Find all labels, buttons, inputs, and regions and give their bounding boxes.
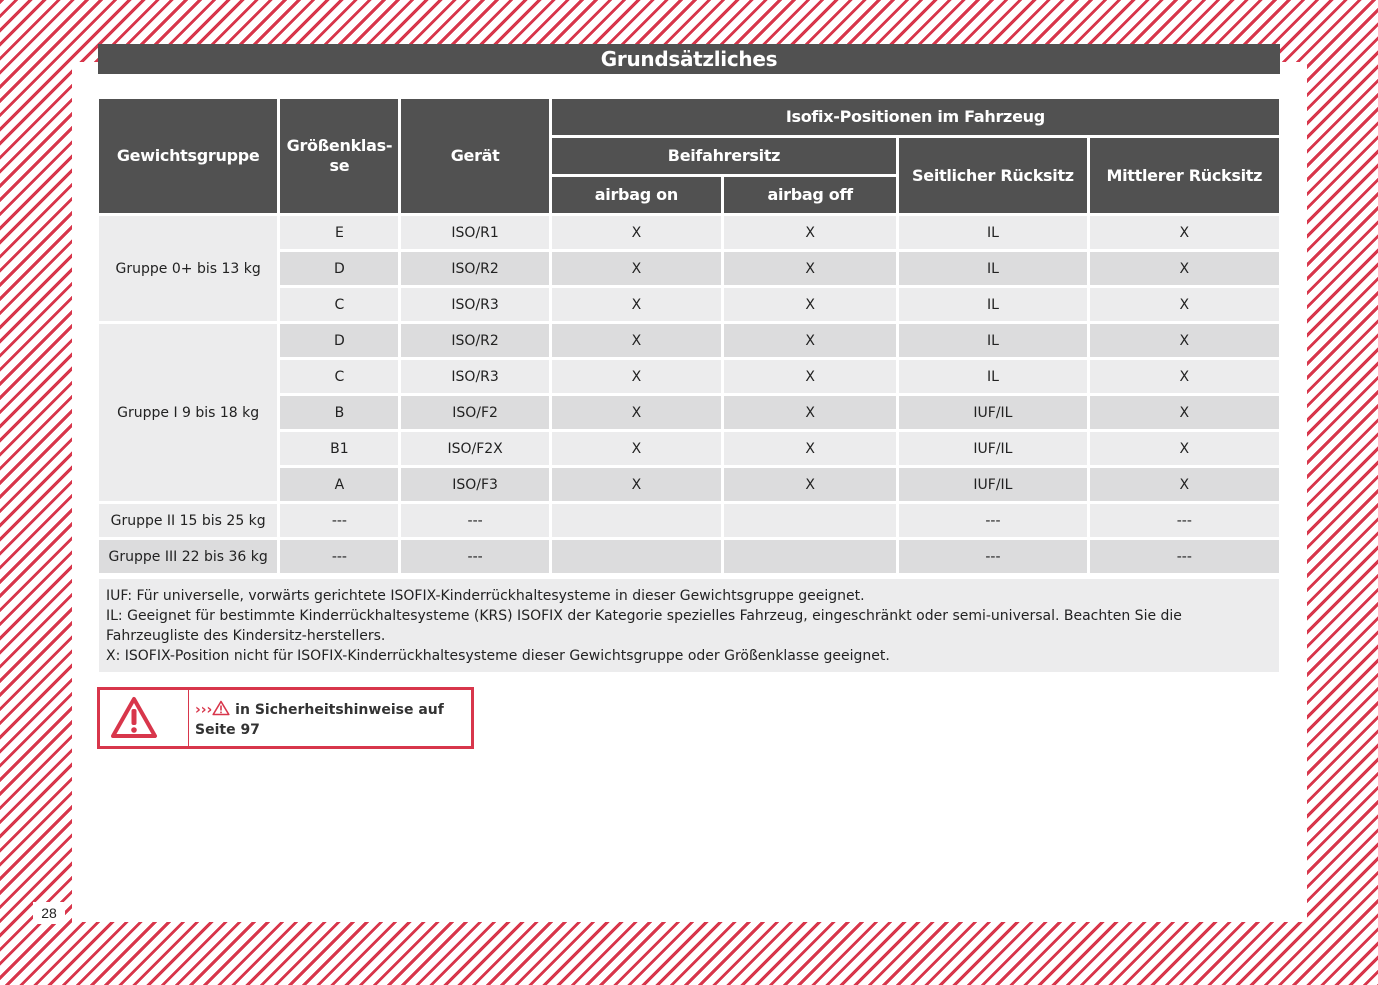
cell-airbag-on (552, 540, 721, 573)
cell-mittel: --- (1090, 540, 1279, 573)
table-row (99, 324, 1279, 357)
cell-seitlich: --- (899, 504, 1086, 537)
cell-airbag-on: X (552, 288, 721, 321)
warning-reference-line1: in Sicherheitshinweise auf (230, 702, 444, 718)
cell-geraet: --- (401, 540, 548, 573)
table-row (99, 540, 1279, 573)
cell-klasse: D (280, 324, 398, 357)
header-isofix-positionen: Isofix-Positionen im Fahrzeug (552, 99, 1279, 135)
cell-seitlich: IUF/IL (899, 396, 1086, 429)
cell-seitlich: IL (899, 324, 1086, 357)
header-groessenklasse-line1: Größenklas- (286, 136, 393, 155)
cell-seitlich: IL (899, 252, 1086, 285)
cell-airbag-off (724, 504, 896, 537)
header-airbag-off: airbag off (724, 177, 896, 213)
cell-geraet: --- (401, 504, 548, 537)
cell-mittel: X (1090, 252, 1279, 285)
cell-airbag-on: X (552, 468, 721, 501)
cell-klasse: --- (280, 504, 398, 537)
cell-airbag-on (552, 504, 721, 537)
table-row (99, 504, 1279, 537)
header-mittlerer-ruecksitz: Mittlerer Rücksitz (1090, 138, 1279, 213)
cell-airbag-off: X (724, 360, 896, 393)
cell-geraet: ISO/R3 (401, 288, 548, 321)
cell-mittel: X (1090, 468, 1279, 501)
cell-geraet: ISO/F2 (401, 396, 548, 429)
header-geraet: Gerät (401, 99, 548, 213)
warning-icon-area (100, 690, 189, 746)
page-number: 28 (33, 902, 65, 924)
table-row (99, 216, 1279, 249)
cell-klasse: B1 (280, 432, 398, 465)
cell-airbag-on: X (552, 216, 721, 249)
cell-airbag-on: X (552, 252, 721, 285)
cell-geraet: ISO/R2 (401, 324, 548, 357)
header-gewichtsgruppe: Gewichtsgruppe (99, 99, 277, 213)
cell-geraet: ISO/F3 (401, 468, 548, 501)
cell-mittel: X (1090, 396, 1279, 429)
cell-airbag-off: X (724, 396, 896, 429)
cell-airbag-off: X (724, 324, 896, 357)
cell-airbag-off (724, 540, 896, 573)
cell-seitlich: IL (899, 216, 1086, 249)
cell-mittel: X (1090, 432, 1279, 465)
warning-reference[interactable] (195, 700, 444, 740)
cell-seitlich: --- (899, 540, 1086, 573)
note-il: IL: Geeignet für bestimmte Kinderrückhaltesysteme (KRS) ISOFIX der Kategorie spezielles Fahrzeug, eingeschränkt oder semi-universal. Beachten Sie die Fahrzeugliste des Kindersitz-herstellers. (106, 608, 1182, 644)
warning-reference-line2: Seite 97 (195, 722, 260, 738)
cell-geraet: ISO/F2X (401, 432, 548, 465)
cell-airbag-off: X (724, 216, 896, 249)
note-x: X: ISOFIX-Position nicht für ISOFIX-Kinderrückhaltesysteme dieser Gewichtsgruppe oder Größenklasse geeignet. (106, 648, 890, 664)
cell-seitlich: IL (899, 360, 1086, 393)
warning-triangle-icon (110, 696, 158, 740)
cell-klasse: E (280, 216, 398, 249)
cell-klasse: B (280, 396, 398, 429)
cell-airbag-on: X (552, 324, 721, 357)
cell-airbag-on: X (552, 396, 721, 429)
cell-mittel: X (1090, 216, 1279, 249)
safety-warning-box (97, 687, 474, 749)
cell-geraet: ISO/R2 (401, 252, 548, 285)
cell-airbag-off: X (724, 432, 896, 465)
cell-klasse: --- (280, 540, 398, 573)
cell-geraet: ISO/R1 (401, 216, 548, 249)
cell-klasse: A (280, 468, 398, 501)
cell-seitlich: IL (899, 288, 1086, 321)
cell-mittel: X (1090, 324, 1279, 357)
table-notes (99, 579, 1279, 672)
cell-airbag-on: X (552, 360, 721, 393)
header-groessenklasse (280, 99, 398, 213)
cell-mittel: --- (1090, 504, 1279, 537)
cell-airbag-off: X (724, 288, 896, 321)
note-iuf: IUF: Für universelle, vorwärts gerichtete ISOFIX-Kinderrückhaltesysteme in dieser Gewichtsgruppe geeignet. (106, 588, 865, 604)
header-beifahrersitz: Beifahrersitz (552, 138, 897, 174)
header-airbag-on: airbag on (552, 177, 721, 213)
mini-warning-triangle-icon (212, 700, 230, 716)
group-label: Gruppe III 22 bis 36 kg (99, 540, 277, 573)
cell-mittel: X (1090, 360, 1279, 393)
group-label: Gruppe II 15 bis 25 kg (99, 504, 277, 537)
cell-geraet: ISO/R3 (401, 360, 548, 393)
cell-mittel: X (1090, 288, 1279, 321)
group-label: Gruppe I 9 bis 18 kg (99, 324, 277, 501)
cell-klasse: C (280, 288, 398, 321)
section-title: Grundsätzliches (98, 44, 1280, 74)
cell-airbag-off: X (724, 252, 896, 285)
cell-seitlich: IUF/IL (899, 432, 1086, 465)
more-arrows-icon: ››› (195, 702, 213, 718)
group-label: Gruppe 0+ bis 13 kg (99, 216, 277, 321)
cell-klasse: D (280, 252, 398, 285)
cell-airbag-off: X (724, 468, 896, 501)
isofix-table (96, 96, 1282, 576)
header-groessenklasse-line2: se (329, 156, 350, 175)
cell-airbag-on: X (552, 432, 721, 465)
cell-seitlich: IUF/IL (899, 468, 1086, 501)
header-seitlicher-ruecksitz: Seitlicher Rücksitz (899, 138, 1086, 213)
cell-klasse: C (280, 360, 398, 393)
